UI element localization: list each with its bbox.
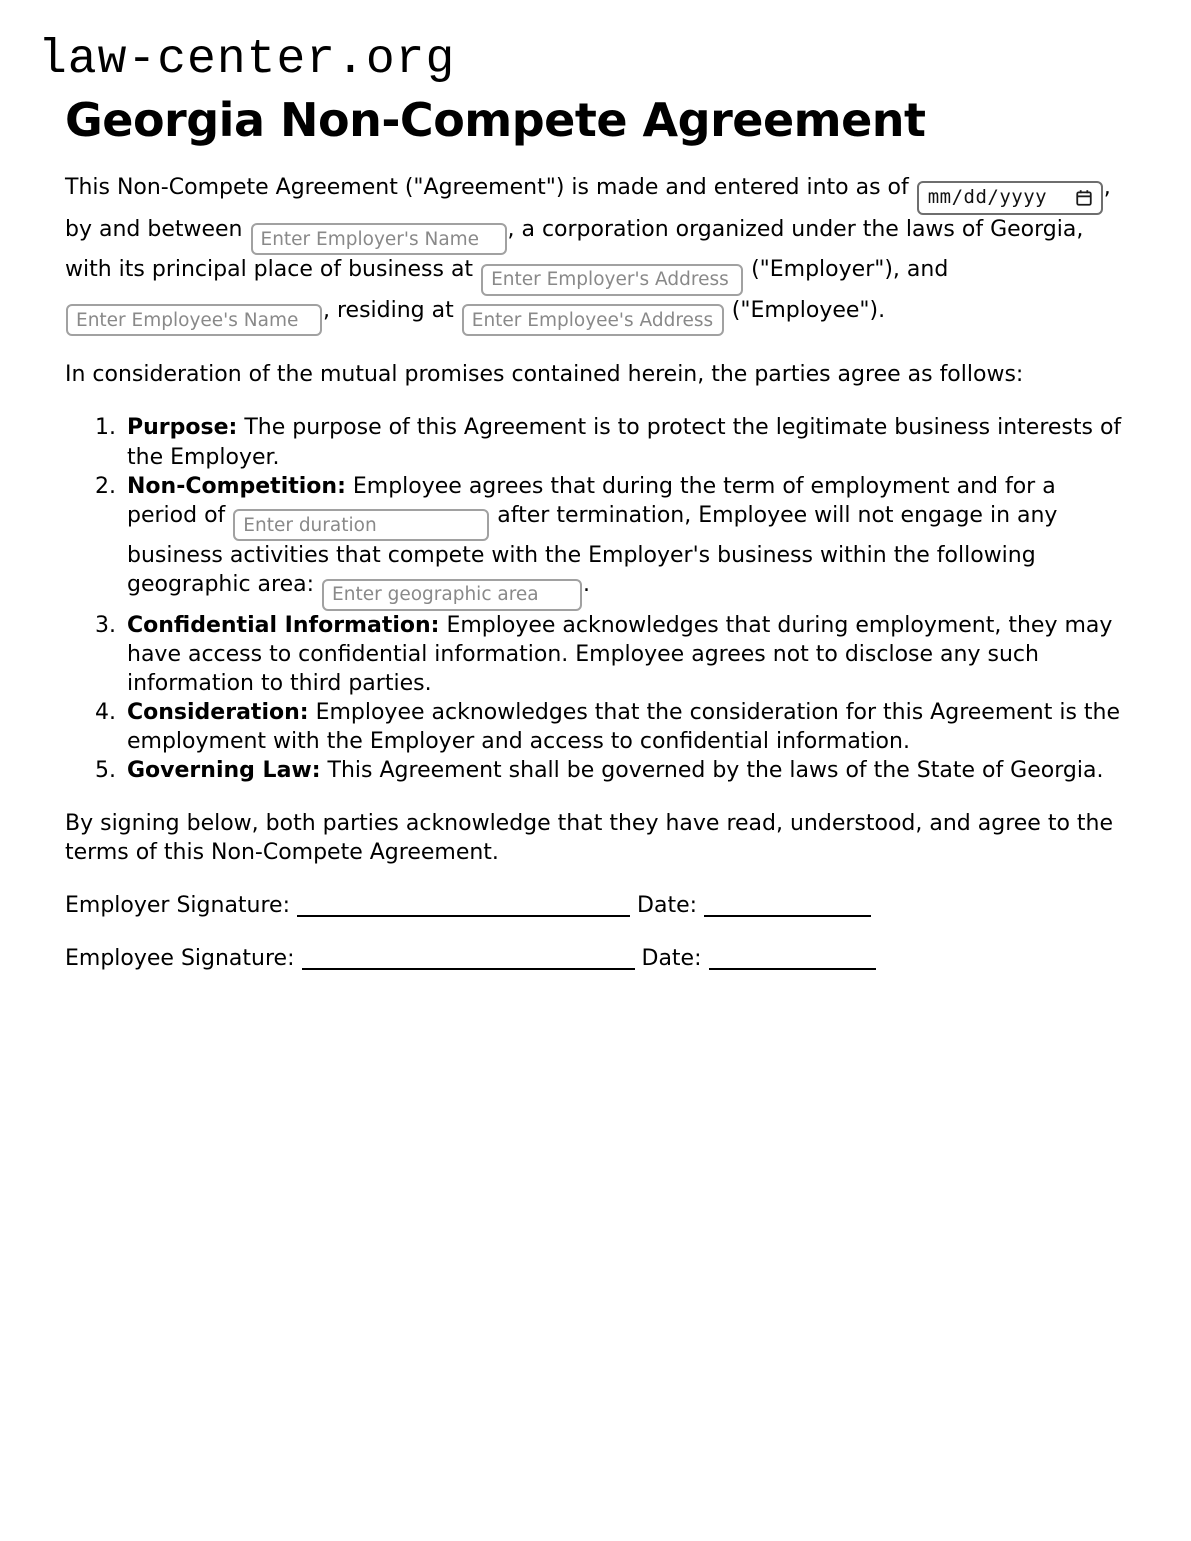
employer-signature-blank [297, 903, 630, 917]
clause-non-competition-title: Non-Competition: [127, 473, 346, 499]
clause-non-competition-text-before: Employee agrees that during the term of employment and for a period of [127, 473, 1056, 528]
intro-text-1: This Non-Compete Agreement ("Agreement") is made and entered into as of [65, 175, 909, 201]
employer-address-input[interactable] [481, 264, 743, 296]
clause-consideration-title: Consideration: [127, 699, 309, 725]
intro-text-6: ("Employee"). [731, 297, 886, 323]
date-input[interactable] [917, 181, 1103, 215]
date-input-value: mm/dd/yyyy [927, 186, 1048, 209]
employer-signature-row [65, 891, 1126, 920]
calendar-icon [1075, 189, 1093, 207]
clause-confidential-information-title: Confidential Information: [127, 612, 440, 638]
clause-purpose [123, 413, 1126, 471]
clause-purpose-title: Purpose: [127, 415, 238, 441]
employer-signature-label: Employer Signature: [65, 892, 291, 918]
employee-signature-blank [302, 956, 635, 970]
duration-input[interactable] [233, 509, 489, 541]
clause-governing-law-title: Governing Law: [127, 757, 321, 783]
clause-governing-law-text: This Agreement shall be governed by the laws of the State of Georgia. [327, 757, 1104, 783]
employer-date-label: Date: [637, 892, 698, 918]
closing-paragraph: By signing below, both parties acknowledge that they have read, understood, and agree to the terms of this Non-Compete Agreement. [65, 810, 1113, 865]
clause-list [65, 413, 1126, 784]
site-logo: law-center.org [38, 33, 456, 87]
employer-date-blank [704, 903, 871, 917]
clause-governing-law [123, 756, 1126, 785]
page-title: Georgia Non-Compete Agreement [65, 92, 926, 147]
clause-consideration-text: Employee acknowledges that the consideration for this Agreement is the employment with the Employer and access to confidential information. [127, 699, 1121, 754]
intro-text-5: , residing at [323, 297, 454, 323]
clause-non-competition [123, 472, 1126, 611]
clause-confidential-information-text: Employee acknowledges that during employment, they may have access to confidential information. Employee agrees not to disclose any such information to third parties. [127, 612, 1113, 696]
employee-signature-label: Employee Signature: [65, 945, 295, 971]
employer-name-input[interactable] [251, 223, 507, 255]
employee-name-input[interactable] [66, 304, 322, 336]
clause-non-competition-text-middle: after termination, Employee will not engage in any business activities that compete with the Employer's business within the following geographic area: [127, 502, 1058, 598]
employee-signature-row [65, 944, 1126, 973]
intro-text-2: , by and between [65, 175, 1111, 242]
employee-address-input[interactable] [462, 304, 724, 336]
intro-text-3: , a corporation organized under the laws of Georgia, with its principal place of business at [65, 216, 1084, 283]
employee-date-blank [709, 956, 876, 970]
intro-paragraph [65, 173, 1126, 336]
clause-consideration [123, 698, 1126, 756]
intro-text-4: ("Employer"), and [751, 257, 949, 283]
consideration-paragraph: In consideration of the mutual promises contained herein, the parties agree as follows: [65, 362, 1024, 388]
employee-date-label: Date: [641, 945, 702, 971]
clause-non-competition-text-end: . [583, 572, 591, 598]
clause-confidential-information [123, 611, 1126, 698]
geographic-area-input[interactable] [322, 579, 582, 611]
clause-purpose-text: The purpose of this Agreement is to protect the legitimate business interests of the Employer. [127, 415, 1122, 470]
